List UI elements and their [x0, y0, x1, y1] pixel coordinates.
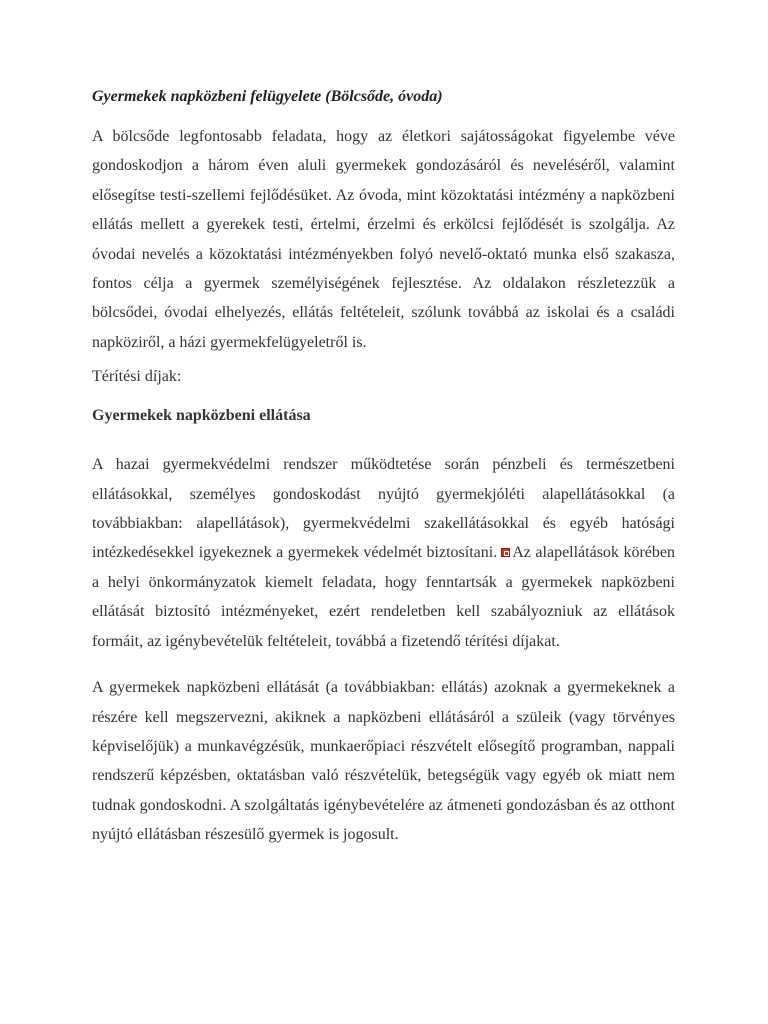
paragraph-child-protection-part-1: A hazai gyermekvédelmi rendszer működtetése során pénzbeli és természetbeni ellátásokkal, személyes gondoskodást nyújtó gyermekjóléti alapellátásokkal (a továbbiakban: alapellátások), gyermekvédelmi szakellátásokkal és egyéb hatósági intézkedésekkel igyekeznek a gyermekek védelmét biztosítani. — [92, 456, 675, 562]
paragraph-child-protection — [92, 450, 675, 656]
document-title: Gyermekek napközbeni felügyelete (Bölcsőde, óvoda) — [92, 88, 443, 105]
section-heading: Gyermekek napközbeni ellátása — [92, 407, 311, 425]
paragraph-child-protection-part-2: Az alapellátások körében a helyi önkormányzatok kiemelt feladata, hogy fenntartsák a gyermekek napközbeni ellátását biztosító intézményeket, ezért rendeletben kell szabályozniuk az ellátások formáit, az igénybevételük feltételeit, továbbá a fizetendő térítési díjakat. — [92, 544, 676, 650]
reference-link-icon[interactable] — [501, 548, 510, 557]
fees-label: Térítési díjak: — [92, 368, 182, 386]
intro-paragraph: A bölcsőde legfontosabb feladata, hogy az életkori sajátosságokat figyelembe véve gondoskodjon a három éven aluli gyermekek gondozásáról és neveléséről, valamint elősegítse testi-szellemi fejlődésüket. Az óvoda, mint közoktatási intézmény a napközbeni ellátás mellett a gyerekek testi, értelmi, érzelmi és erkölcsi fejlődését is szolgálja. Az óvodai nevelés a közoktatási intézményekben folyó nevelő-oktató munka első szakasza, fontos célja a gyermek személyiségének fejlesztése. Az oldalakon részletezzük a bölcsődei, óvodai elhelyezés, ellátás feltételeit, szólunk továbbá az iskolai és a családi napköziről, a házi gyermekfelügyeletről is. — [92, 128, 675, 351]
paragraph-daycare-eligibility: A gyermekek napközbeni ellátását (a továbbiakban: ellátás) azoknak a gyermekeknek a részére kell megszervezni, akiknek a napközbeni ellátásáról a szüleik (vagy törvényes képviselőjük) a munkavégzésük, munkaerőpiaci részvételt elősegítő programban, nappali rendszerű képzésben, oktatásban való részvételük, betegségük vagy egyéb ok miatt nem tudnak gondoskodni. A szolgáltatás igénybevételére az átmeneti gondozásban és az otthont nyújtó ellátásban részesülő gyermek is jogosult. — [92, 679, 675, 844]
document-body — [92, 86, 675, 867]
